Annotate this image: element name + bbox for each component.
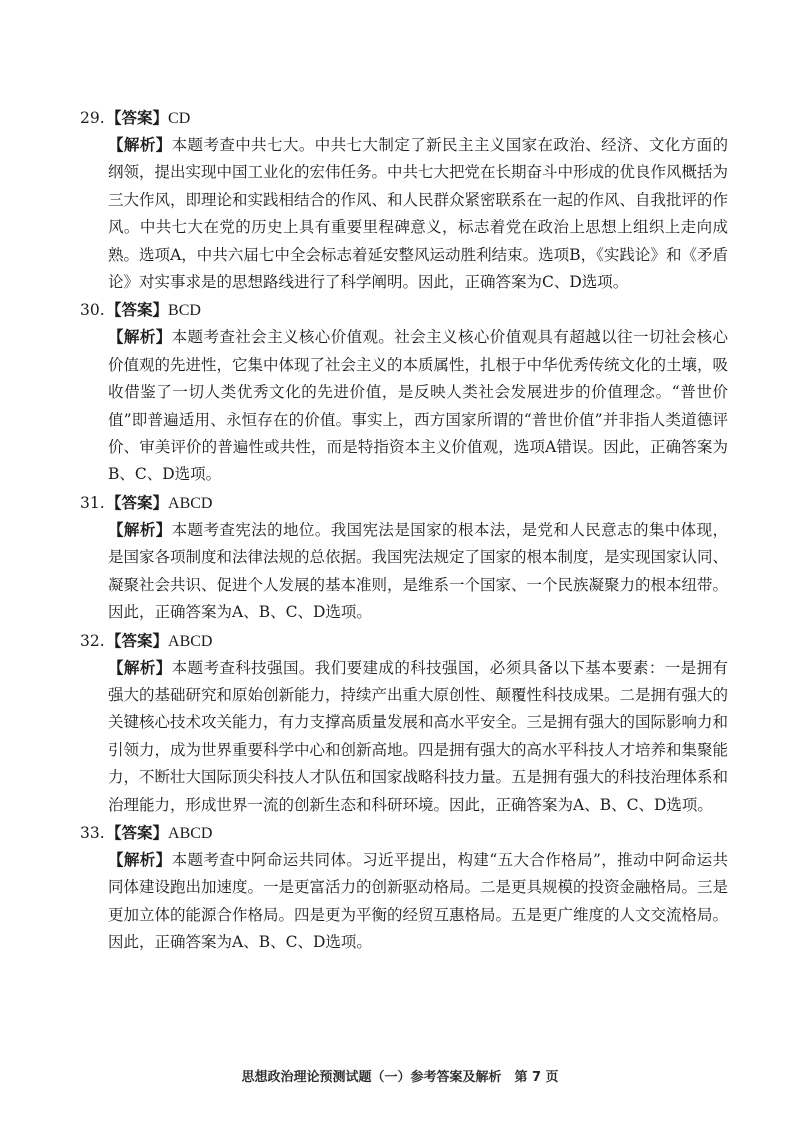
analysis-label: 【解析】 xyxy=(108,657,172,677)
answer-value: BCD xyxy=(168,302,201,320)
answer-item-29 xyxy=(80,104,728,296)
answer-item-32 xyxy=(80,627,728,819)
answer-list xyxy=(80,104,728,957)
analysis-label: 【解析】 xyxy=(108,135,172,154)
answer-line xyxy=(80,627,728,654)
answer-value: ABCD xyxy=(168,494,213,512)
analysis-label: 【解析】 xyxy=(108,327,172,347)
answer-label: 【答案】 xyxy=(106,300,169,320)
answer-label: 【答案】 xyxy=(106,822,169,842)
analysis-text: 本题考查中共七大。中共七大制定了新民主主义国家在政治、经济、文化方面的纲领，提出实现中国工业化的宏伟任务。中共七大把党在长期奋斗中形成的优良作风概括为三大作风，即理论和实践相结合的作风、和人民群众紧密联系在一起的作风、自我批评的作风。中共七大在党的历史上具有重要里程碑意义，标志着党在政治上思想上组织上走向成熟。选项A，中共六届七中全会标志着延安整风运动胜利结束。选项B，《实践论》和《矛盾论》对实事求是的思想路线进行了科学阐明。因此，正确答案为C、D选项。 xyxy=(108,136,729,292)
analysis-text: 本题考查宪法的地位。我国宪法是国家的根本法，是党和人民意志的集中体现，是国家各项制度和法律法规的总依据。我国宪法规定了国家的根本制度，是实现国家认同、凝聚社会共识、促进个人发展的基本准则，是维系一个国家、一个民族凝聚力的根本纽带。因此，正确答案为A、B、C、D选项。 xyxy=(108,520,729,622)
question-number: 30. xyxy=(80,301,105,320)
analysis-paragraph xyxy=(108,654,728,819)
analysis-paragraph xyxy=(108,131,728,296)
question-number: 32. xyxy=(80,631,105,650)
analysis-text: 本题考查科技强国。我们要建成的科技强国，必须具备以下基本要素：一是拥有强大的基础研究和原始创新能力，持续产出重大原创性、颠覆性科技成果。二是拥有强大的关键核心技术攻关能力，有力支撑高质量发展和高水平安全。三是拥有强大的国际影响力和引领力，成为世界重要科学中心和创新高地。四是拥有强大的高水平科技人才培养和集聚能力，不断壮大国际顶尖科技人才队伍和国家战略科技力量。五是拥有强大的科技治理体系和治理能力，形成世界一流的创新生态和科研环境。因此，正确答案为A、B、C、D选项。 xyxy=(108,658,729,814)
answer-item-30 xyxy=(80,296,728,488)
analysis-paragraph xyxy=(108,846,728,957)
analysis-paragraph xyxy=(108,516,728,627)
question-number: 29. xyxy=(80,109,105,127)
answer-line xyxy=(80,489,728,516)
question-number: 33. xyxy=(80,823,105,842)
question-number: 31. xyxy=(80,493,105,512)
analysis-text: 本题考查中阿命运共同体。习近平提出，构建“五大合作格局”，推动中阿命运共同体建设跑出加速度。一是更富活力的创新驱动格局。二是更具规模的投资金融格局。三是更加立体的能源合作格局。四是更为平衡的经贸互惠格局。五是更广维度的人文交流格局。因此，正确答案为A、B、C、D选项。 xyxy=(108,850,729,952)
answer-label: 【答案】 xyxy=(106,630,169,650)
answer-value: CD xyxy=(168,110,191,127)
answer-line xyxy=(80,296,728,323)
page-footer: 思想政治理论预测试题（一）参考答案及解析 第 7 页 xyxy=(241,1070,559,1085)
analysis-label: 【解析】 xyxy=(108,849,172,869)
answer-line xyxy=(80,104,728,131)
answer-item-31 xyxy=(80,489,728,627)
analysis-paragraph xyxy=(108,323,728,488)
answer-label: 【答案】 xyxy=(106,108,169,127)
answer-line xyxy=(80,819,728,846)
answer-label: 【答案】 xyxy=(106,492,169,512)
analysis-label: 【解析】 xyxy=(108,519,172,539)
analysis-text: 本题考查社会主义核心价值观。社会主义核心价值观具有超越以往一切社会核心价值观的先进性，它集中体现了社会主义的本质属性，扎根于中华优秀传统文化的土壤，吸收借鉴了一切人类优秀文化的先进价值，是反映人类社会发展进步的价值理念。“普世价值”即普遍适用、永恒存在的价值。事实上，西方国家所谓的“普世价值”并非指人类道德评价、审美评价的普遍性或共性，而是特指资本主义价值观，选项A错误。因此，正确答案为B、C、D选项。 xyxy=(108,328,729,484)
answer-value: ABCD xyxy=(168,632,213,650)
answer-value: ABCD xyxy=(168,824,213,842)
answer-item-33 xyxy=(80,819,728,957)
